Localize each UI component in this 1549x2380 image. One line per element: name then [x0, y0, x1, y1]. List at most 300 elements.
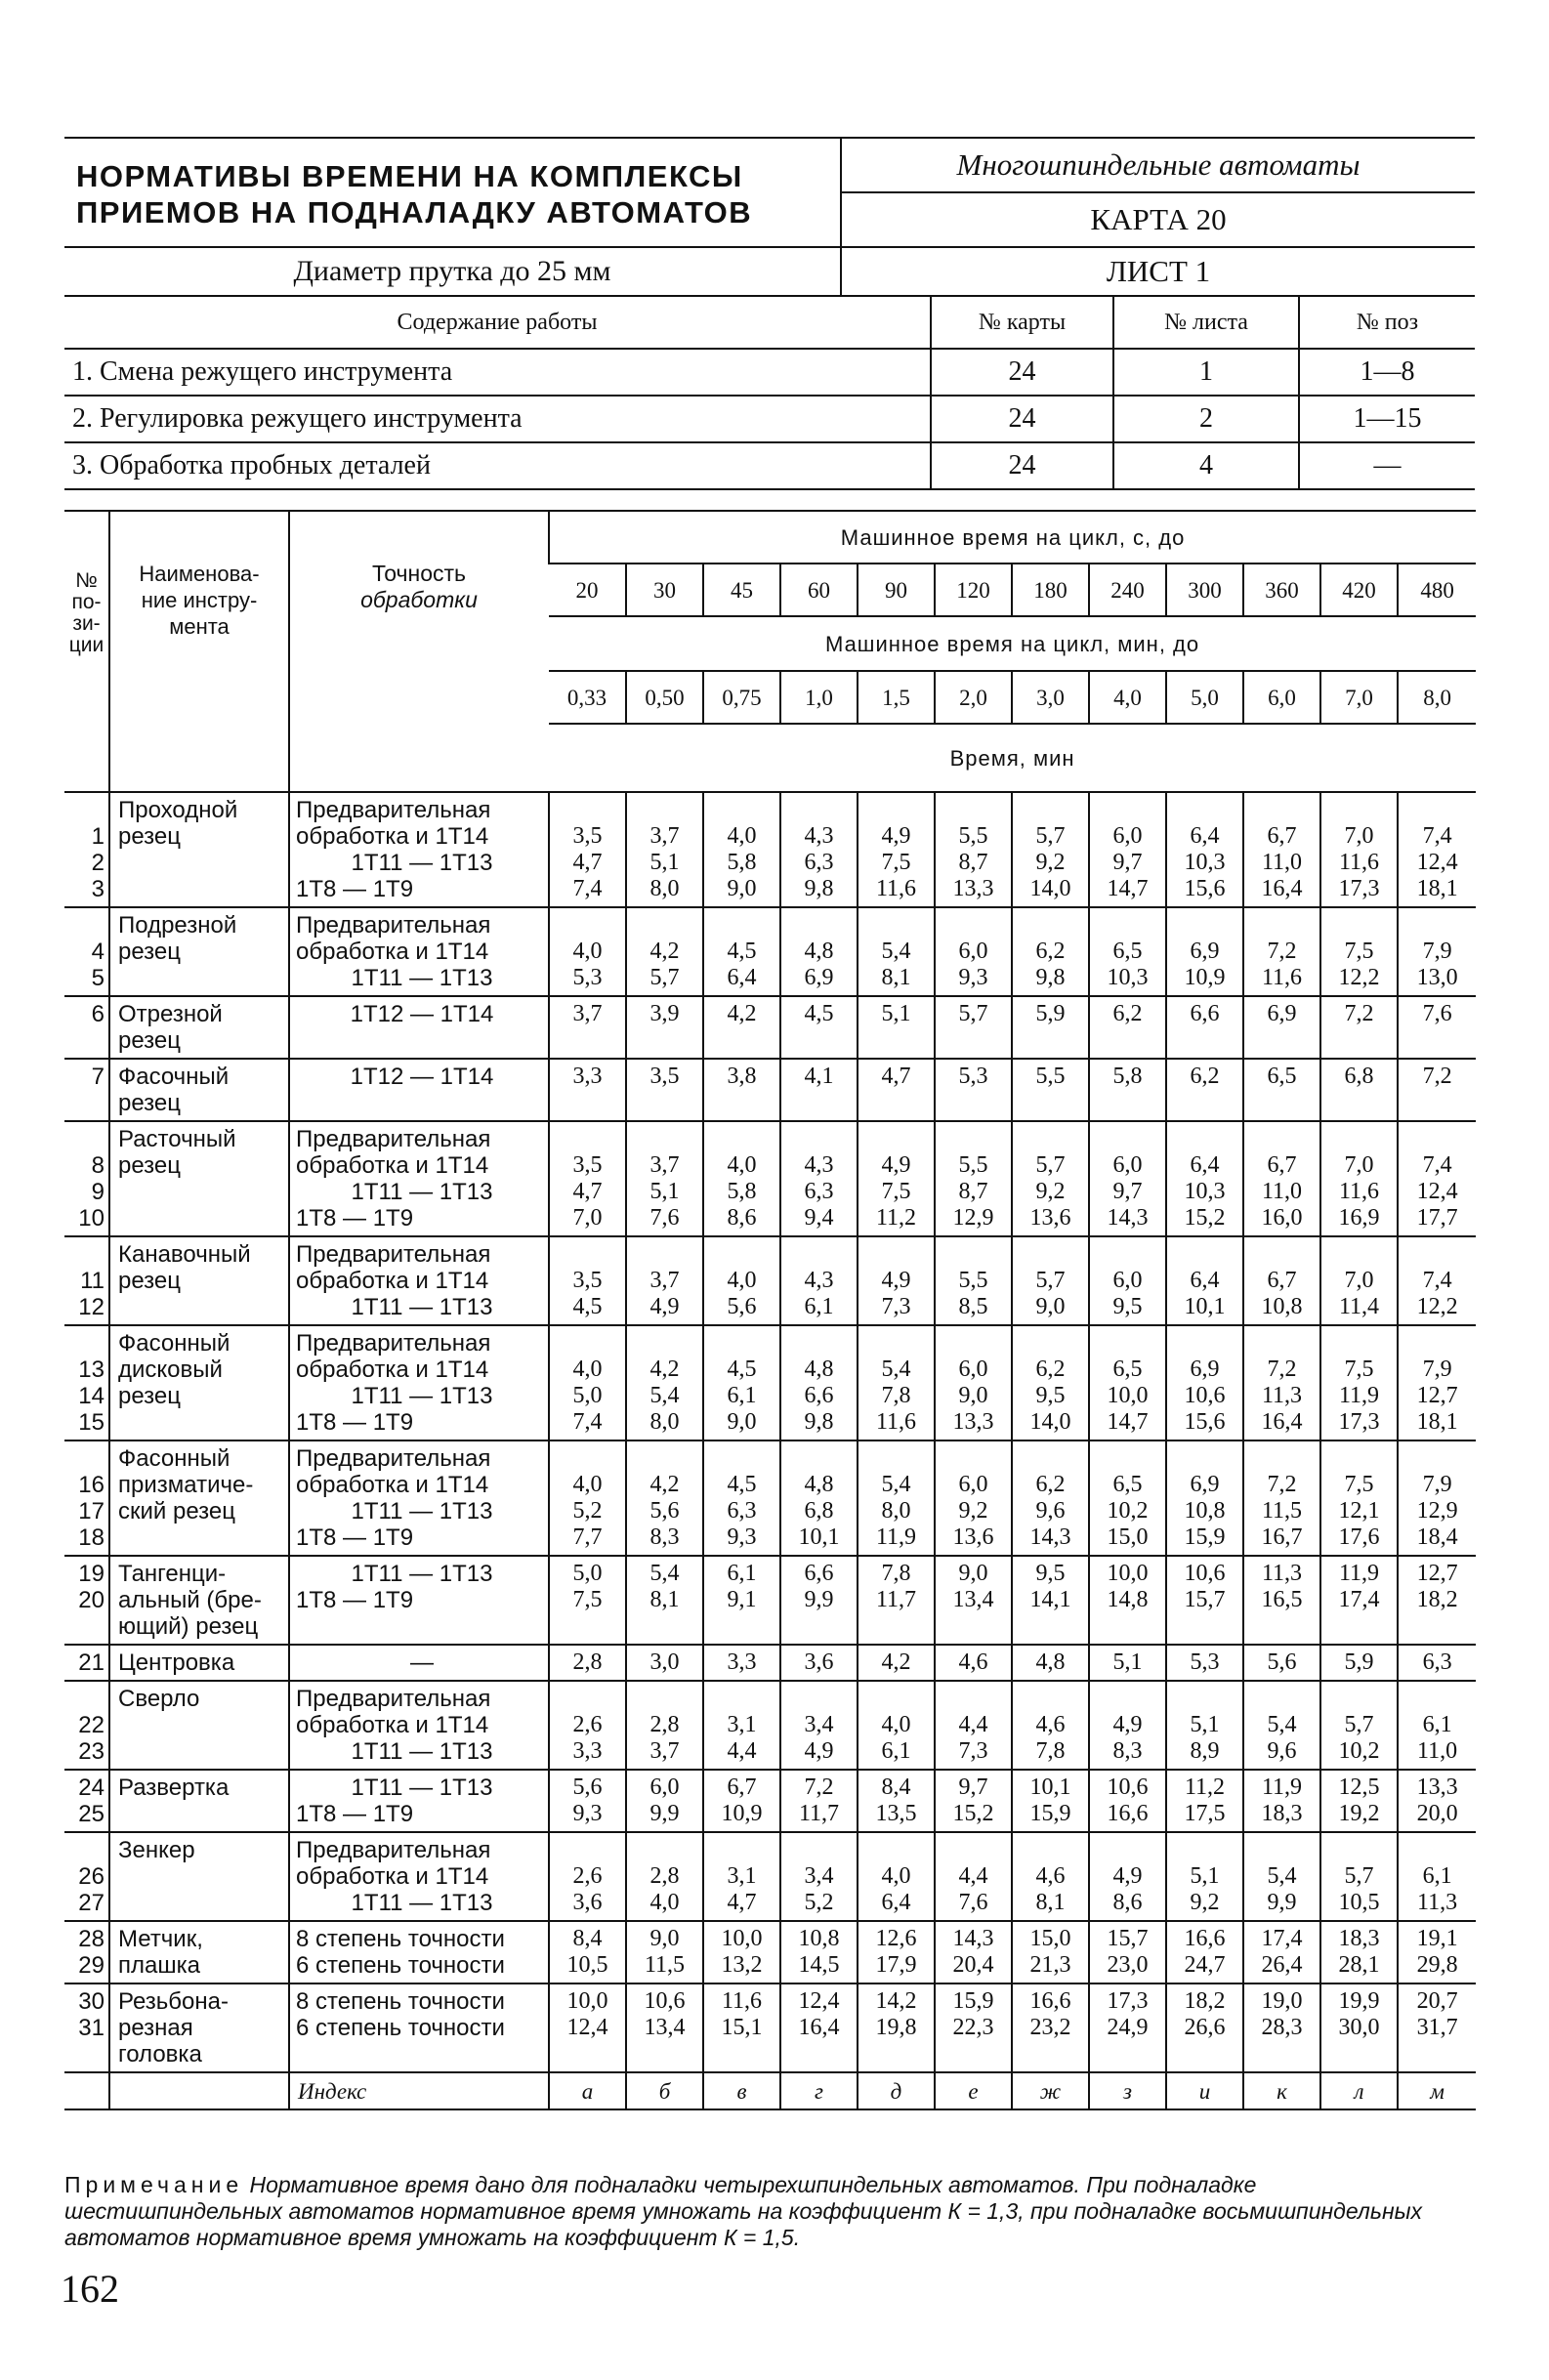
- time-value: 6,6: [804, 1383, 834, 1408]
- time-value-cell: [935, 1832, 1012, 1921]
- time-value: 7,3: [881, 1294, 911, 1319]
- spacer: [1090, 1445, 1165, 1472]
- position-cell: [64, 792, 109, 907]
- work-cell: 1. Смена режущего инструмента: [64, 349, 931, 396]
- time-value: 7,4: [572, 876, 603, 901]
- time-value-cell: [703, 996, 780, 1059]
- machine-seconds-value: 420: [1320, 564, 1398, 616]
- time-value: 5,6: [649, 1498, 680, 1524]
- time-value: 4,0: [727, 1268, 757, 1293]
- time-value: 5,6: [727, 1294, 757, 1319]
- position-number: 4: [91, 939, 105, 965]
- time-value-cell: [1398, 1059, 1476, 1121]
- tool-name-line: [118, 876, 288, 902]
- position-number: [64, 1126, 105, 1152]
- tool-group-row: [64, 1121, 1476, 1236]
- time-value: 5,7: [1035, 1152, 1066, 1178]
- time-value: 26,4: [1261, 1952, 1303, 1978]
- machine-minutes-value: 0,50: [626, 671, 703, 724]
- time-value: 14,7: [1107, 876, 1149, 901]
- footnote-text: Нормативное время дано для подналадки четырехшпиндельных автоматов. При подналадке шестишпиндельных автоматов нормативное время умножать на коэффициент К = 1,3, при подналадке восьмишпиндельных автоматов нормативное время умножать на коэффициент К = 1,5.: [64, 2172, 1423, 2250]
- time-value: 10,0: [1107, 1561, 1149, 1586]
- tool-name-line: Фасочный: [118, 1064, 230, 1090]
- accuracy-line: обработка и 1Т14: [296, 1357, 489, 1383]
- position-number: 17: [78, 1498, 105, 1524]
- document-title: [64, 138, 841, 247]
- time-value: 6,1: [727, 1561, 757, 1586]
- time-value: 5,7: [1035, 823, 1066, 849]
- tool-name-cell: [109, 1921, 289, 1983]
- spacer: [1167, 1330, 1242, 1357]
- time-value: 7,0: [1344, 1152, 1374, 1178]
- time-value: 17,4: [1338, 1587, 1380, 1612]
- time-value-cell: [1166, 1121, 1243, 1236]
- index-empty: [109, 2072, 289, 2109]
- time-value: 11,2: [1184, 1775, 1226, 1800]
- time-value: 4,5: [804, 1001, 834, 1026]
- time-value-cell: [858, 1645, 935, 1681]
- time-value: 8,0: [649, 1409, 680, 1435]
- time-value: 3,8: [727, 1064, 757, 1089]
- spacer: [1321, 1126, 1397, 1152]
- time-value: 10,3: [1184, 850, 1226, 875]
- time-value: 7,5: [572, 1587, 603, 1612]
- time-value-cell: [858, 1325, 935, 1441]
- accuracy-cell: [289, 1832, 549, 1921]
- position-number: [64, 2041, 105, 2067]
- time-value-cell: [1166, 996, 1243, 1059]
- time-value-cell: [858, 1441, 935, 1556]
- time-value: 5,1: [1190, 1712, 1220, 1737]
- time-value: 21,3: [1029, 1952, 1071, 1978]
- time-value: 9,0: [958, 1383, 988, 1408]
- time-value: 9,7: [1112, 1179, 1143, 1204]
- time-value: 17,9: [875, 1952, 917, 1978]
- time-value: 12,6: [875, 1926, 917, 1951]
- time-value-cell: [1012, 1921, 1089, 1983]
- tool-name-line: [118, 1890, 288, 1916]
- time-value-cell: [858, 1770, 935, 1832]
- position-cell: [64, 1556, 109, 1645]
- time-value-cell: [1320, 996, 1398, 1059]
- time-value-cell: [1398, 996, 1476, 1059]
- time-value: 18,4: [1416, 1524, 1458, 1550]
- time-value: 3,7: [649, 1738, 680, 1764]
- time-value-cell: [935, 792, 1012, 907]
- time-value: 11,9: [875, 1524, 917, 1550]
- time-value-cell: [626, 996, 703, 1059]
- time-value: 14,0: [1029, 876, 1071, 901]
- time-value: 3,4: [804, 1712, 834, 1737]
- spacer: [1013, 1686, 1088, 1712]
- time-value: 4,4: [958, 1863, 988, 1889]
- time-value: 8,3: [649, 1524, 680, 1550]
- time-value-cell: [858, 1059, 935, 1121]
- tool-name-cell: [109, 907, 289, 996]
- time-value-cell: [703, 792, 780, 907]
- time-value: 9,8: [804, 876, 834, 901]
- spacer: [1090, 1330, 1165, 1357]
- position-number: 14: [78, 1383, 105, 1409]
- work-header-card: № карты: [931, 297, 1113, 349]
- time-value: 10,3: [1107, 965, 1149, 990]
- time-value: 6,9: [1190, 939, 1220, 964]
- time-value-cell: [858, 1832, 935, 1921]
- machine-minutes-value: 4,0: [1089, 671, 1166, 724]
- tool-name-line: головка: [118, 2041, 202, 2067]
- time-value: 20,4: [952, 1952, 994, 1978]
- time-value: 2,6: [572, 1712, 603, 1737]
- time-value: 3,7: [649, 823, 680, 849]
- position-number: 9: [91, 1179, 105, 1205]
- time-value: 8,1: [1035, 1890, 1066, 1915]
- machine-minutes-value: 2,0: [935, 671, 1012, 724]
- time-value-cell: [626, 792, 703, 907]
- position-number: 6: [91, 1001, 105, 1027]
- time-value: 5,8: [727, 1179, 757, 1204]
- machine-minutes-value: 3,0: [1012, 671, 1089, 724]
- time-value-cell: [935, 1983, 1012, 2072]
- time-value: 7,4: [572, 1409, 603, 1435]
- tool-name-line: [118, 850, 288, 876]
- time-value: 18,3: [1338, 1926, 1380, 1951]
- time-value-cell: [858, 996, 935, 1059]
- time-value-cell: [1089, 907, 1166, 996]
- time-value: 5,3: [958, 1064, 988, 1089]
- time-value: 6,1: [881, 1738, 911, 1764]
- time-value: 4,0: [572, 939, 603, 964]
- time-value-cell: [549, 1441, 626, 1556]
- time-value: 4,7: [572, 1179, 603, 1204]
- time-value: 5,7: [649, 965, 680, 990]
- time-value: 12,2: [1416, 1294, 1458, 1319]
- spacer: [858, 1126, 934, 1152]
- time-value-cell: [1012, 996, 1089, 1059]
- work-header-content: Содержание работы: [64, 297, 931, 349]
- time-value: 11,6: [1261, 965, 1303, 990]
- time-value: 12,4: [1416, 850, 1458, 875]
- spacer: [781, 1686, 857, 1712]
- accuracy-line: —: [410, 1649, 434, 1676]
- accuracy-cell: [289, 1325, 549, 1441]
- work-cell: 24: [931, 396, 1113, 442]
- spacer: [1090, 1686, 1165, 1712]
- time-value-cell: [1166, 1441, 1243, 1556]
- time-value-cell: [1089, 1441, 1166, 1556]
- time-value-cell: [1166, 1770, 1243, 1832]
- tool-name-line: Расточный: [118, 1126, 236, 1152]
- time-value: 14,0: [1029, 1409, 1071, 1435]
- time-value: 12,9: [952, 1205, 994, 1231]
- time-value: 11,5: [644, 1952, 686, 1978]
- position-number: 12: [78, 1294, 105, 1320]
- time-value: 11,5: [1261, 1498, 1303, 1524]
- time-value: 7,3: [958, 1738, 988, 1764]
- time-value: 11,2: [875, 1205, 917, 1231]
- time-value: 6,0: [649, 1775, 680, 1800]
- time-value: 7,6: [958, 1890, 988, 1915]
- tool-name-line: Развертка: [118, 1775, 230, 1801]
- time-value: 3,3: [572, 1064, 603, 1089]
- time-value: 4,8: [804, 1472, 834, 1497]
- machine-minutes-value: 1,0: [780, 671, 858, 724]
- time-value: 13,4: [644, 2015, 686, 2040]
- spacer: [627, 1445, 702, 1472]
- accuracy-line: 1Т8 — 1Т9: [296, 1409, 414, 1436]
- time-value-cell: [1089, 1983, 1166, 2072]
- spacer: [1167, 1445, 1242, 1472]
- index-letter: з: [1089, 2072, 1166, 2109]
- time-value-cell: [1166, 907, 1243, 996]
- spacer: [1244, 1126, 1319, 1152]
- tool-name-line: [118, 1863, 288, 1890]
- position-number: 24: [78, 1775, 105, 1801]
- time-value: 16,5: [1261, 1587, 1303, 1612]
- time-value-cell: [1166, 1832, 1243, 1921]
- time-value: 15,7: [1184, 1587, 1226, 1612]
- time-value-cell: [703, 1236, 780, 1325]
- time-value-cell: [858, 1921, 935, 1983]
- time-value: 5,1: [881, 1001, 911, 1026]
- time-value: 10,6: [1107, 1775, 1149, 1800]
- time-value: 3,1: [727, 1712, 757, 1737]
- time-value: 7,5: [881, 850, 911, 875]
- time-value: 17,5: [1184, 1801, 1226, 1826]
- time-value-cell: [780, 907, 858, 996]
- time-value: 11,7: [875, 1587, 917, 1612]
- time-value: 5,6: [572, 1775, 603, 1800]
- time-value: 14,5: [798, 1952, 840, 1978]
- time-value: 13,0: [1416, 965, 1458, 990]
- spacer: [1013, 1837, 1088, 1863]
- work-header-pos: № поз: [1356, 309, 1419, 335]
- time-value-cell: [626, 1556, 703, 1645]
- time-value: 11,9: [1338, 1383, 1380, 1408]
- time-value-cell: [549, 996, 626, 1059]
- spacer: [627, 912, 702, 939]
- spacer: [1244, 1837, 1319, 1863]
- time-value-cell: [935, 1236, 1012, 1325]
- time-value: 9,2: [1035, 1179, 1066, 1204]
- tool-name-line: резец: [118, 1152, 181, 1179]
- time-value: 6,2: [1112, 1001, 1143, 1026]
- time-value: 11,0: [1261, 1179, 1303, 1204]
- spacer: [1167, 1837, 1242, 1863]
- time-value: 9,3: [572, 1801, 603, 1826]
- accuracy-line: 1Т8 — 1Т9: [296, 1205, 414, 1232]
- time-value-cell: [1320, 1645, 1398, 1681]
- time-value: 10,0: [721, 1926, 763, 1951]
- time-value: 28,3: [1261, 2015, 1303, 2040]
- time-value-cell: [703, 907, 780, 996]
- time-value: 12,4: [1416, 1179, 1458, 1204]
- time-value: 18,2: [1184, 1988, 1226, 2014]
- time-value-cell: [626, 1441, 703, 1556]
- tool-name-cell: [109, 1325, 289, 1441]
- work-cell: 3. Обработка пробных деталей: [64, 442, 931, 489]
- machine-seconds-value: 120: [935, 564, 1012, 616]
- accuracy-cell: [289, 1921, 549, 1983]
- time-value-cell: [703, 1645, 780, 1681]
- accuracy-line: 1Т12 — 1Т14: [350, 1064, 494, 1090]
- time-value: 4,2: [649, 1472, 680, 1497]
- tool-group-row: [64, 996, 1476, 1059]
- time-value-cell: [935, 1325, 1012, 1441]
- tool-name-line: ющий) резец: [118, 1613, 259, 1640]
- tool-name-line: [118, 1409, 288, 1436]
- machine-seconds-value: 90: [858, 564, 935, 616]
- time-value: 4,4: [727, 1738, 757, 1764]
- time-value: 16,0: [1261, 1205, 1303, 1231]
- time-value: 6,4: [881, 1890, 911, 1915]
- time-value: 10,0: [1107, 1383, 1149, 1408]
- time-value-cell: [1089, 1121, 1166, 1236]
- time-value-cell: [780, 1921, 858, 1983]
- index-label: Индекс: [289, 2072, 549, 2109]
- tool-name-line: [118, 1179, 288, 1205]
- spacer: [1321, 1330, 1397, 1357]
- time-value: 10,9: [721, 1801, 763, 1826]
- header-row: [64, 511, 1476, 564]
- accuracy-line: Предварительная: [296, 1686, 491, 1712]
- time-value: 6,3: [727, 1498, 757, 1524]
- column-header-tool-name-line: мента: [169, 614, 230, 639]
- tool-name-line: Отрезной: [118, 1001, 223, 1027]
- spacer: [550, 1126, 625, 1152]
- machine-minutes-value: 8,0: [1398, 671, 1476, 724]
- time-value: 5,7: [1344, 1712, 1374, 1737]
- time-value-cell: [1320, 1832, 1398, 1921]
- time-value: 8,0: [881, 1498, 911, 1524]
- spacer: [704, 1126, 779, 1152]
- time-value-cell: [780, 1059, 858, 1121]
- position-cell: [64, 1325, 109, 1441]
- tool-name-cell: [109, 1832, 289, 1921]
- spacer: [1090, 912, 1165, 939]
- position-number: 1: [91, 823, 105, 850]
- column-header-tool-name: [109, 511, 289, 792]
- accuracy-cell: [289, 1556, 549, 1645]
- time-value-cell: [703, 1983, 780, 2072]
- spacer: [858, 1837, 934, 1863]
- position-number: 26: [78, 1863, 105, 1890]
- position-number: 19: [78, 1561, 105, 1587]
- column-header-position-line: №: [75, 569, 98, 592]
- time-value: 5,4: [649, 1383, 680, 1408]
- time-value: 3,1: [727, 1863, 757, 1889]
- time-value: 5,4: [1267, 1863, 1297, 1889]
- accuracy-line: 1Т11 — 1Т13: [351, 1561, 493, 1587]
- position-cell: [64, 1236, 109, 1325]
- time-value: 9,6: [1035, 1498, 1066, 1524]
- accuracy-line: обработка и 1Т14: [296, 939, 489, 965]
- tool-group-row: [64, 1681, 1476, 1770]
- spacer: [550, 912, 625, 939]
- time-value: 3,0: [649, 1649, 680, 1675]
- time-value: 3,7: [649, 1268, 680, 1293]
- time-value-cell: [935, 1121, 1012, 1236]
- spacer: [1244, 1241, 1319, 1268]
- time-value: 6,0: [1112, 1152, 1143, 1178]
- time-value: 9,1: [727, 1587, 757, 1612]
- work-row: [64, 349, 1475, 396]
- time-value: 14,1: [1029, 1587, 1071, 1612]
- tool-name-cell: [109, 1645, 289, 1681]
- time-value: 5,1: [649, 850, 680, 875]
- spacer: [550, 1241, 625, 1268]
- spacer: [1167, 1241, 1242, 1268]
- time-value-cell: [1166, 1645, 1243, 1681]
- time-value-cell: [1089, 1059, 1166, 1121]
- time-value-cell: [1243, 1645, 1320, 1681]
- time-value: 3,7: [649, 1152, 680, 1178]
- time-value: 7,8: [1035, 1738, 1066, 1764]
- spacer: [627, 1837, 702, 1863]
- accuracy-line: 1Т11 — 1Т13: [351, 1294, 493, 1320]
- time-value: 9,0: [727, 876, 757, 901]
- time-value: 8,1: [649, 1587, 680, 1612]
- tool-group-row: [64, 1770, 1476, 1832]
- time-value: 8,1: [881, 965, 911, 990]
- time-value: 6,1: [727, 1383, 757, 1408]
- time-value: 4,7: [727, 1890, 757, 1915]
- tool-name-line: Фасонный: [118, 1330, 230, 1357]
- time-value: 10,6: [1184, 1561, 1226, 1586]
- time-value-cell: [1243, 907, 1320, 996]
- time-value: 6,0: [958, 939, 988, 964]
- time-value-cell: [935, 1770, 1012, 1832]
- time-value: 4,9: [881, 1268, 911, 1293]
- spacer: [1090, 1241, 1165, 1268]
- time-value: 4,9: [1112, 1863, 1143, 1889]
- time-value: 5,4: [649, 1561, 680, 1586]
- time-value-cell: [1398, 1121, 1476, 1236]
- time-value: 4,8: [1035, 1649, 1066, 1675]
- time-value: 5,1: [1190, 1863, 1220, 1889]
- time-value-cell: [780, 1556, 858, 1645]
- spacer: [858, 1445, 934, 1472]
- machine-seconds-value: 180: [1012, 564, 1089, 616]
- spacer: [858, 1330, 934, 1357]
- spacer: [627, 1330, 702, 1357]
- time-value: 8,4: [881, 1775, 911, 1800]
- time-value: 24,7: [1184, 1952, 1226, 1978]
- accuracy-line: Предварительная: [296, 1837, 491, 1863]
- time-value: 9,0: [1035, 1294, 1066, 1319]
- accuracy-line: [296, 2041, 548, 2067]
- time-value: 6,8: [804, 1498, 834, 1524]
- time-value-cell: [549, 1121, 626, 1236]
- work-cell: 4: [1113, 442, 1299, 489]
- spacer: [1399, 1686, 1476, 1712]
- work-header-row: [64, 297, 1475, 349]
- time-value-cell: [1166, 1059, 1243, 1121]
- spacer: [704, 1686, 779, 1712]
- time-value: 11,9: [1261, 1775, 1303, 1800]
- index-letter: ж: [1012, 2072, 1089, 2109]
- accuracy-line: 1Т8 — 1Т9: [296, 1587, 414, 1613]
- time-value-cell: [1320, 792, 1398, 907]
- time-value: 14,2: [875, 1988, 917, 2014]
- time-value: 5,4: [1267, 1712, 1297, 1737]
- time-value: 6,2: [1035, 939, 1066, 964]
- time-value: 9,2: [1035, 850, 1066, 875]
- time-value: 6,9: [1190, 1472, 1220, 1497]
- time-value-cell: [626, 1921, 703, 1983]
- time-value: 20,7: [1416, 1988, 1458, 2014]
- spacer: [1321, 1686, 1397, 1712]
- document-page: [64, 137, 1475, 2110]
